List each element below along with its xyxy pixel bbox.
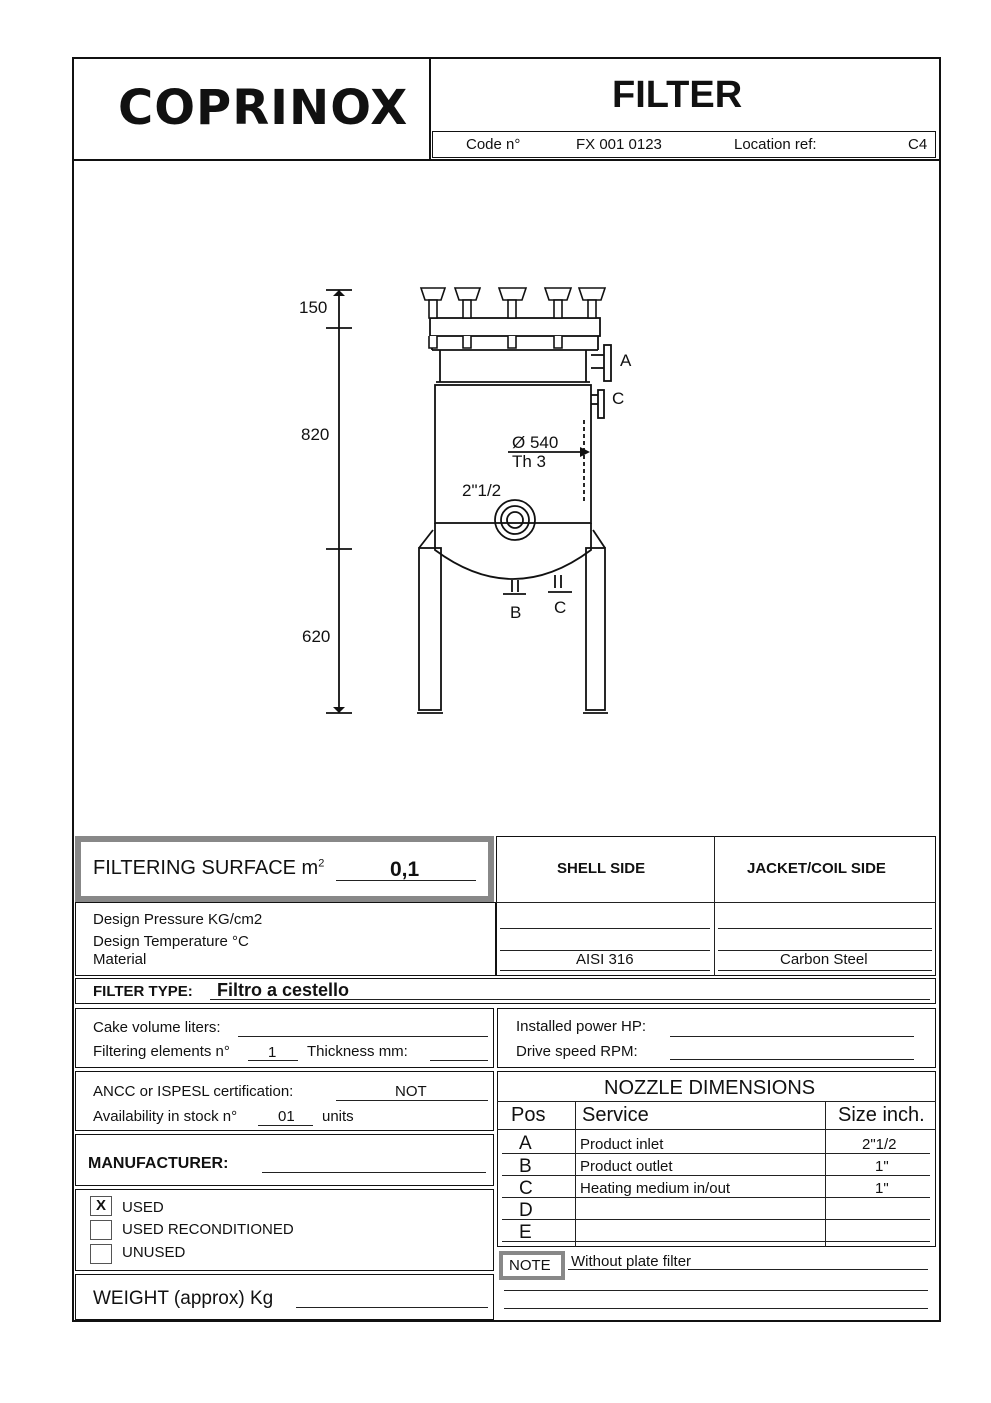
nozzle-a-label: A (620, 351, 632, 370)
nozzle-row-service: Product outlet (580, 1158, 673, 1175)
jacket-material: Carbon Steel (780, 951, 868, 968)
nozzle-col-size: Size inch. (838, 1104, 925, 1126)
used-checkbox[interactable]: X (90, 1196, 112, 1216)
nozzle-c-side (598, 390, 604, 418)
note-text: Without plate filter (571, 1253, 692, 1270)
used-reconditioned-checkbox[interactable] (90, 1220, 112, 1240)
manufacturer-label: MANUFACTURER: (88, 1155, 229, 1172)
leg-right (586, 548, 605, 710)
certification-label: ANCC or ISPESL certification: (93, 1083, 294, 1100)
nozzle-table-title: NOZZLE DIMENSIONS (604, 1077, 816, 1099)
nozzle-col-service: Service (582, 1104, 649, 1126)
shell-material: AISI 316 (576, 951, 634, 968)
certification-value: NOT (395, 1083, 427, 1100)
nozzle-c-bottom-label: C (554, 598, 567, 617)
filter-type-row (75, 978, 936, 1004)
filter-type-label: FILTER TYPE: (93, 983, 193, 1000)
vessel-bottom (435, 523, 591, 579)
nozzle-c-side-label: C (612, 389, 625, 408)
company-logo: COPRINOX (118, 80, 409, 136)
nozzle-row-pos: D (519, 1200, 533, 1221)
shell-jacket-table (496, 836, 936, 976)
cake-volume-label: Cake volume liters: (93, 1019, 221, 1036)
filtering-surface-label: FILTERING SURFACE $m^2$ (93, 857, 325, 879)
nozzle-row-size: 2"1/2 (862, 1136, 897, 1153)
weight-label: WEIGHT (approx) Kg (93, 1288, 274, 1309)
diameter-label: Ø 540 (512, 433, 559, 452)
filtering-elements-value: 1 (268, 1044, 277, 1061)
nozzle-col-pos: Pos (511, 1104, 546, 1126)
nozzle-row-service: Heating medium in/out (580, 1180, 731, 1197)
filtering-elements-label: Filtering elements n° (93, 1043, 230, 1060)
code-label: Code n° (466, 136, 521, 153)
nozzle-row-pos: C (519, 1178, 533, 1199)
dim-bottom-label: 620 (302, 627, 331, 646)
nozzle-row-size: 1" (875, 1158, 889, 1175)
nozzle-row-service: Product inlet (580, 1136, 664, 1153)
location-label: Location ref: (734, 136, 817, 153)
unused-checkbox[interactable] (90, 1244, 112, 1264)
availability-label: Availability in stock n° (93, 1108, 238, 1125)
thickness-mm-label: Thickness mm: (307, 1043, 408, 1060)
note-label: NOTE (509, 1257, 551, 1274)
shell-jacket-header-rule (496, 902, 936, 903)
nozzle-row-pos: E (519, 1222, 532, 1243)
nozzle-a (604, 345, 611, 381)
shell-side-header: SHELL SIDE (557, 860, 646, 877)
availability-value: 01 (278, 1108, 295, 1125)
dim-top-label: 150 (299, 298, 328, 317)
nozzle-b-label: B (510, 603, 522, 622)
shell-jacket-divider (714, 836, 715, 976)
page-title: FILTER (612, 74, 743, 116)
filter-type-value: Filtro a cestello (217, 980, 350, 1000)
nozzle-row-pos: A (519, 1133, 532, 1154)
dim-mid-label: 820 (301, 425, 330, 444)
code-value: FX 001 0123 (576, 136, 662, 153)
jacket-side-header: JACKET/COIL SIDE (747, 860, 886, 877)
filtering-surface-value: 0,1 (390, 858, 420, 881)
leg-left (419, 548, 441, 710)
unused-label: UNUSED (122, 1244, 186, 1261)
thickness-label: Th 3 (512, 452, 547, 471)
filtering-surface-unit-sup: 2 (318, 857, 325, 870)
availability-units: units (322, 1108, 354, 1125)
used-reconditioned-label: USED RECONDITIONED (122, 1221, 294, 1238)
design-temperature-label: Design Temperature °C (93, 933, 249, 950)
nozzle-row-pos: B (519, 1156, 532, 1177)
design-pressure-label: Design Pressure KG/cm2 (93, 911, 263, 928)
drive-speed-label: Drive speed RPM: (516, 1043, 638, 1060)
material-label: Material (93, 951, 147, 968)
location-value: C4 (908, 136, 928, 153)
used-label: USED (122, 1199, 164, 1216)
manhole-label: 2"1/2 (462, 481, 502, 500)
top-flange (430, 318, 600, 336)
nozzle-row-size: 1" (875, 1180, 889, 1197)
installed-power-label: Installed power HP: (516, 1018, 647, 1035)
